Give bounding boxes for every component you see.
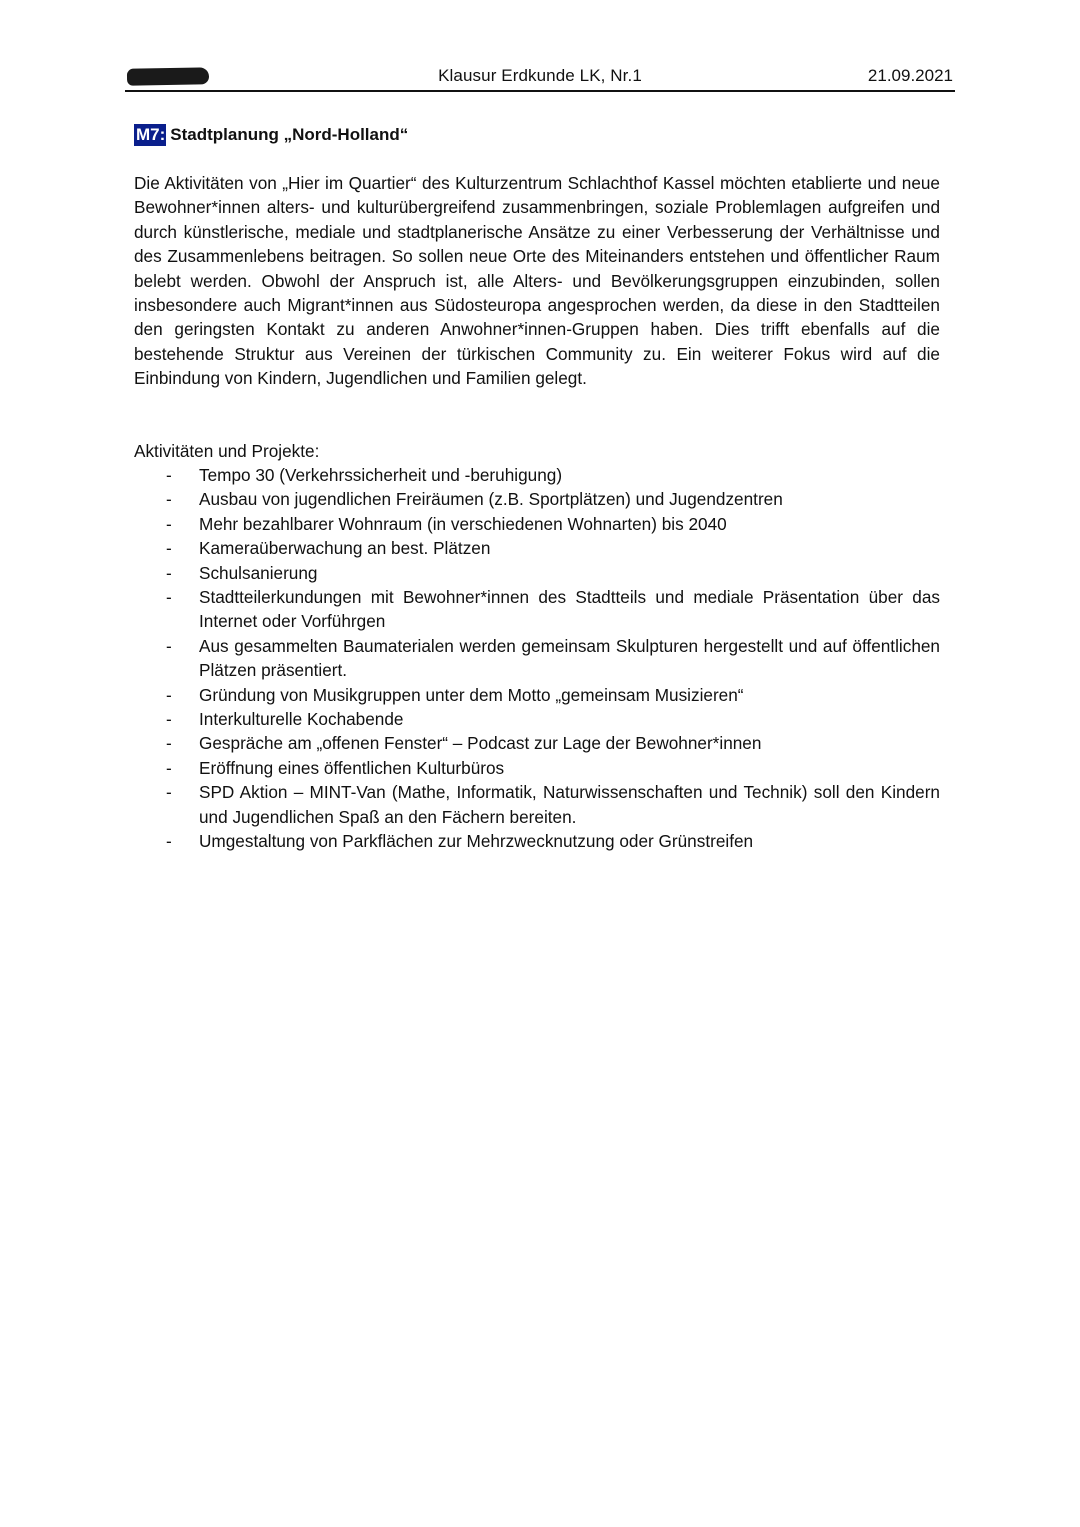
activity-text: Ausbau von jugendlichen Freiräumen (z.B. Sportplätzen) und Jugendzentren	[199, 489, 783, 510]
activity-list-item	[134, 683, 940, 707]
bullet-dash: -	[166, 782, 172, 803]
bullet-dash: -	[166, 587, 172, 608]
activity-text: Umgestaltung von Parkflächen zur Mehrzwecknutzung oder Grünstreifen	[199, 831, 754, 852]
bullet-dash: -	[166, 684, 172, 705]
activity-text: Gründung von Musikgruppen unter dem Motto „gemeinsam Musizieren“	[199, 684, 744, 705]
activity-list-item	[134, 829, 940, 853]
bullet-dash: -	[166, 831, 172, 852]
activity-list-item	[134, 634, 940, 683]
material-label: M7:	[136, 125, 166, 144]
activity-list-item	[134, 756, 940, 780]
activity-text: Kameraüberwachung an best. Plätzen	[199, 538, 491, 559]
bullet-dash: -	[166, 489, 172, 510]
intro-paragraph: Die Aktivitäten von „Hier im Quartier“ des Kulturzentrum Schlachthof Kassel möchten etablierte und neue Bewohner*innen alters- und kulturübergreifend zusammenbringen, soziale Problemlagen aufgreifen und durch künstlerische, mediale und stadtplanerische Ansätze zu einer Verbesserung der Verhältnisse und des Zusammenlebens beitragen. So sollen neue Orte des Miteinanders entstehen und öffentlicher Raum belebt werden. Obwohl der Anspruch ist, alle Alters- und Bevölkerungsgruppen einzubinden, sollen insbesondere auch Migrant*innen aus Südosteuropa angesprochen werden, da diese in den Stadtteilen den geringsten Kontakt zu anderen Anwohner*innen-Gruppen haben. Dies trifft ebenfalls auf die bestehende Struktur aus Vereinen der türkischen Community zu. Ein weiterer Fokus wird auf die Einbindung von Kindern, Jugendlichen und Familien gelegt.	[134, 173, 940, 389]
activity-text: Stadtteilerkundungen mit Bewohner*innen des Stadtteils und mediale Präsentation über das Internet oder Vorführgen	[199, 587, 940, 632]
activity-list-item	[134, 487, 940, 511]
activities-heading: Aktivitäten und Projekte:	[134, 441, 320, 461]
activities-list	[134, 463, 940, 854]
page-header	[125, 62, 955, 92]
activity-list-item	[134, 536, 940, 560]
activity-list-item	[134, 707, 940, 731]
activity-text: Aus gesammelten Baumaterialen werden gemeinsam Skulpturen hergestellt und auf öffentlichen Plätzen präsentiert.	[199, 635, 940, 681]
activity-text: Interkulturelle Kochabende	[199, 709, 404, 730]
bullet-dash: -	[166, 709, 172, 730]
bullet-dash: -	[166, 538, 172, 559]
activity-text: Gespräche am „offenen Fenster“ – Podcast zur Lage der Bewohner*innen	[199, 733, 762, 754]
activity-list-item	[134, 585, 940, 634]
exam-date: 21.09.2021	[867, 66, 953, 85]
activity-text: Mehr bezahlbarer Wohnraum (in verschiedenen Wohnarten) bis 2040	[199, 513, 727, 534]
bullet-dash: -	[166, 513, 172, 534]
activity-list-item	[134, 512, 940, 536]
bullet-dash: -	[166, 465, 172, 485]
bullet-dash: -	[166, 757, 172, 778]
activity-text: Eröffnung eines öffentlichen Kulturbüros	[199, 757, 505, 778]
activity-list-item	[134, 731, 940, 755]
bullet-dash: -	[166, 562, 172, 583]
activity-text: Schulsanierung	[199, 562, 318, 583]
bullet-dash: -	[166, 733, 172, 754]
section-title: Stadtplanung „Nord-Holland“	[170, 125, 409, 144]
exam-title: Klausur Erdkunde LK, Nr.1	[438, 66, 642, 85]
activity-list-item	[134, 561, 940, 585]
activity-list-item	[134, 463, 940, 487]
activity-text: SPD Aktion – MINT-Van (Mathe, Informatik, Naturwissenschaften und Technik) soll den Kindern und Jugendlichen Spaß an den Fächern bereiten.	[199, 782, 940, 827]
activity-list-item	[134, 780, 940, 829]
section-heading	[134, 125, 408, 145]
bullet-dash: -	[166, 635, 172, 656]
activity-text: Tempo 30 (Verkehrssicherheit und -beruhigung)	[199, 465, 563, 485]
